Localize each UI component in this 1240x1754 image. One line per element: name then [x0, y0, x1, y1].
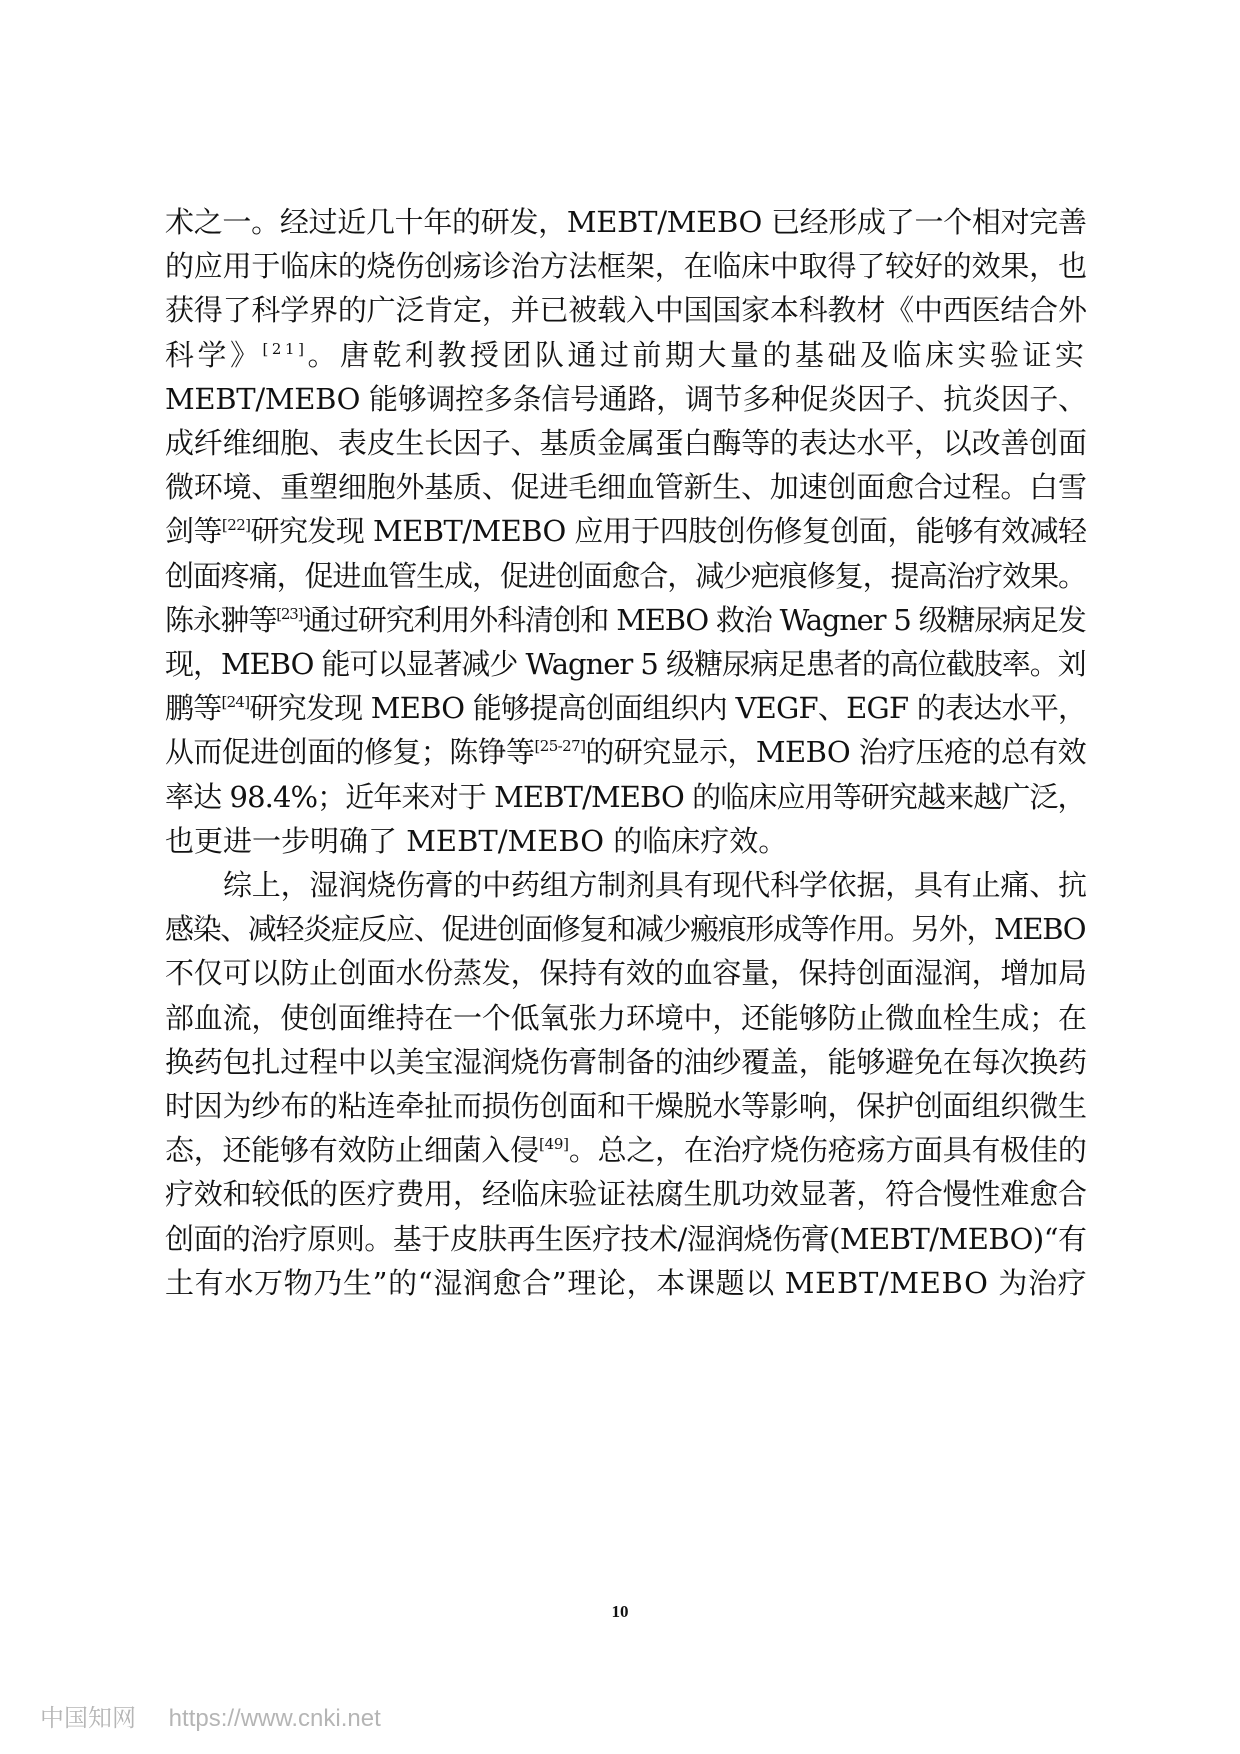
text-line: 部血流，使创面维持在一个低氧张力环境中，还能够防止微血栓生成；在 [165, 1001, 1087, 1035]
text-line: 综上，湿润烧伤膏的中药组方制剂具有现代科学依据，具有止痛、抗 [223, 868, 1087, 902]
text-line: 也更进一步明确了 MEBT/MEBO 的临床疗效。 [165, 824, 788, 858]
text-line: 从而促进创面的修复；陈铮等[25-27]的研究显示，MEBO 治疗压疮的总有效 [165, 735, 1087, 769]
text-line: 的应用于临床的烧伤创疡诊治方法框架，在临床中取得了较好的效果，也 [165, 249, 1087, 283]
text-line: 态，还能够有效防止细菌入侵[49]。总之，在治疗烧伤疮疡方面具有极佳的 [165, 1133, 1087, 1167]
text-line: 疗效和较低的医疗费用，经临床验证祛腐生肌功效显著，符合慢性难愈合 [165, 1177, 1087, 1211]
cnki-watermark [40, 1698, 381, 1733]
text-line: 不仅可以防止创面水份蒸发，保持有效的血容量，保持创面湿润，增加局 [165, 956, 1087, 990]
text-line: 剑等[22]研究发现 MEBT/MEBO 应用于四肢创伤修复创面，能够有效减轻 [165, 514, 1087, 548]
page-number: 10 [611, 1602, 629, 1621]
text-line: 成纤维细胞、表皮生长因子、基质金属蛋白酶等的表达水平，以改善创面 [165, 426, 1087, 460]
watermark-brand: 中国知网 [40, 1705, 136, 1732]
text-line: 术之一。经过近几十年的研发，MEBT/MEBO 已经形成了一个相对完善 [165, 205, 1087, 239]
text-line: MEBT/MEBO 能够调控多条信号通路，调节多种促炎因子、抗炎因子、 [165, 382, 1087, 416]
text-line: 获得了科学界的广泛肯定，并已被载入中国国家本科教材《中西医结合外 [165, 293, 1087, 327]
text-line: 创面疼痛，促进血管生成，促进创面愈合，减少疤痕修复，提高治疗效果。 [165, 559, 1086, 593]
text-line: 科学》[21]。唐乾利教授团队通过前期大量的基础及临床实验证实 [165, 338, 1088, 372]
text-line: 现，MEBO 能可以显著减少 Wagner 5 级糖尿病足患者的高位截肢率。刘 [165, 647, 1086, 681]
text-line: 时因为纱布的粘连牵扯而损伤创面和干燥脱水等影响，保护创面组织微生 [165, 1089, 1087, 1123]
text-line: 鹏等[24]研究发现 MEBO 能够提高创面组织内 VEGF、EGF 的表达水平， [165, 691, 1087, 725]
watermark-url: https://www.cnki.net [168, 1705, 381, 1732]
text-line: 微环境、重塑细胞外基质、促进毛细血管新生、加速创面愈合过程。白雪 [165, 470, 1087, 504]
text-line: 土有水万物乃生”的“湿润愈合”理论，本课题以 MEBT/MEBO 为治疗 [165, 1266, 1088, 1300]
text-line: 创面的治疗原则。基于皮肤再生医疗技术/湿润烧伤膏(MEBT/MEBO)“有 [165, 1222, 1087, 1256]
text-line: 换药包扎过程中以美宝湿润烧伤膏制备的油纱覆盖，能够避免在每次换药 [165, 1045, 1087, 1079]
text-line: 陈永翀等[23]通过研究利用外科清创和 MEBO 救治 Wagner 5 级糖尿病足发 [165, 603, 1086, 637]
text-line: 率达 98.4%；近年来对于 MEBT/MEBO 的临床应用等研究越来越广泛， [165, 780, 1086, 814]
text-line: 感染、减轻炎症反应、促进创面修复和减少瘢痕形成等作用。另外，MEBO [165, 912, 1086, 946]
